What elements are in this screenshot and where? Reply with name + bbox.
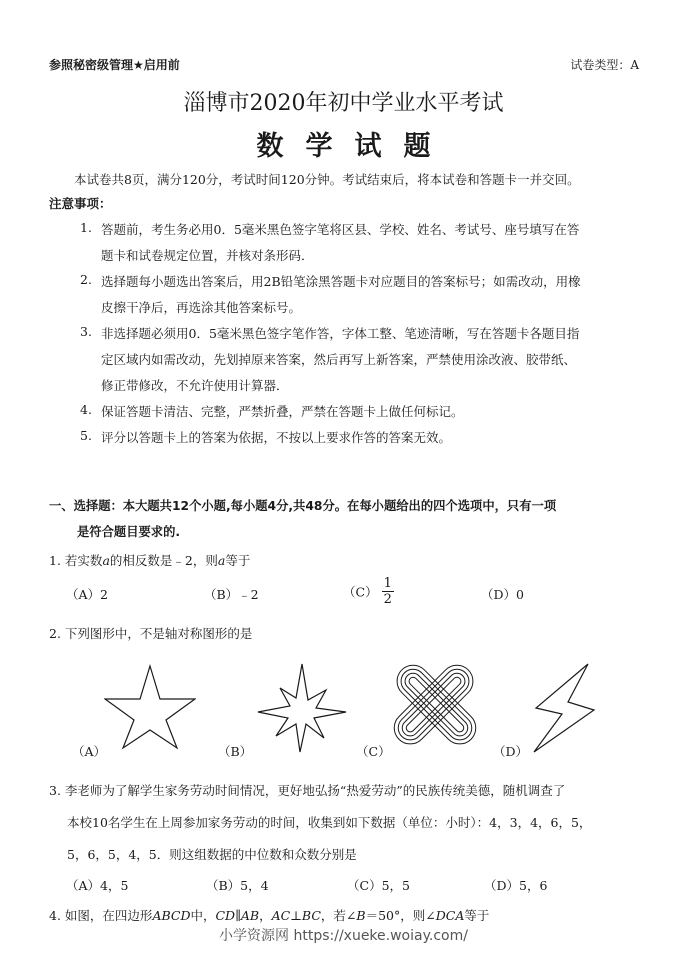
- notice-item-2-line1: 选择题每小题选出答案后，用2B铅笔涂黑答题卡对应题目的答案标号；如需改动，用橡: [101, 274, 581, 289]
- watermark-link[interactable]: 小学资源网 https://xueke.woiay.com/: [219, 928, 468, 944]
- question-1-option-c: （C） $\frac{1}{2}$: [343, 576, 392, 607]
- paper-type-label: 试卷类型：A: [570, 58, 639, 72]
- question-1-stem: 1. 若实数a的相反数是﹣2，则a等于: [49, 553, 251, 568]
- question-2-option-b: （B）: [218, 744, 253, 759]
- question-1-option-b: （B）﹣2: [204, 587, 259, 602]
- notice-item-2-num: 2.: [80, 272, 92, 287]
- notice-item-3-line3: 修正带修改，不允许使用计算器．: [101, 378, 289, 393]
- question-4-stem: 4. 如图，在四边形ABCD中，CD∥AB，AC⊥BC，若∠B＝50°，则∠DCA等于: [49, 908, 490, 923]
- notice-item-1-line2: 题卡和试卷规定位置，并核对条形码．: [101, 248, 314, 263]
- question-3-option-d: （D）5，6: [484, 878, 548, 893]
- notice-item-1-line1: 答题前，考生务必用0．5毫米黑色签字笔将区县、学校、姓名、考试号、座号填写在答: [101, 222, 580, 237]
- question-2-option-c: （C）: [356, 744, 391, 759]
- figure-five-point-star: [104, 664, 196, 750]
- section-heading-line1: 一、选择题：本大题共12个小题,每小题4分,共48分。在每小题给出的四个选项中，只有一项: [49, 499, 557, 513]
- exam-title: 淄博市2020年初中学业水平考试: [183, 91, 504, 116]
- question-3-line1: 3. 李老师为了解学生家务劳动时间情况，更好地弘扬“热爱劳动”的民族传统美德，随机调查了: [49, 783, 566, 798]
- fraction-one-half: $\frac{1}{2}$: [383, 576, 392, 607]
- notice-item-4-line1: 保证答题卡清洁、完整，严禁折叠，严禁在答题卡上做任何标记。: [101, 404, 464, 419]
- question-3-option-c: （C）5，5: [347, 878, 410, 893]
- question-3-line2: 本校10名学生在上周参加家务劳动的时间，收集到如下数据（单位：小时）：4，3，4，6，5，: [67, 815, 592, 830]
- question-2-option-a: （A）: [72, 744, 107, 759]
- figure-lightning-bolt: [532, 662, 596, 754]
- notice-item-5-line1: 评分以答题卡上的答案为依据，不按以上要求作答的答案无效。: [101, 430, 452, 445]
- question-1-option-a: （A）2: [66, 587, 108, 602]
- notice-heading: 注意事项：: [49, 196, 112, 211]
- notice-item-1-num: 1.: [80, 220, 92, 235]
- notice-item-2-line2: 皮擦干净后，再选涂其他答案标号。: [101, 300, 302, 315]
- intro-text: 本试卷共8页，满分120分，考试时间120分钟。考试结束后，将本试卷和答题卡一并交回。: [74, 172, 580, 187]
- notice-item-4-num: 4.: [80, 402, 92, 417]
- question-2-stem: 2. 下列图形中，不是轴对称图形的是: [49, 626, 253, 641]
- figure-eight-point-star: [256, 662, 348, 754]
- notice-item-3-num: 3.: [80, 324, 92, 339]
- question-3-option-b: （B）5，4: [206, 878, 269, 893]
- question-1-number: 1.: [49, 553, 61, 568]
- subject-title: 数学试题: [256, 131, 453, 162]
- question-3-option-a: （A）4，5: [66, 878, 129, 893]
- section-heading-line2: 是符合题目要求的.: [77, 525, 181, 539]
- question-2-option-d: （D）: [493, 744, 529, 759]
- question-3-line3: 5，6，5，4，5．则这组数据的中位数和众数分别是: [67, 847, 357, 862]
- notice-item-5-num: 5.: [80, 428, 92, 443]
- classification-label: 参照秘密级管理★启用前: [49, 58, 180, 72]
- figure-interlaced-loops: [392, 664, 478, 754]
- notice-item-3-line1: 非选择题必须用0．5毫米黑色签字笔作答，字体工整、笔迹清晰，写在答题卡各题目指: [101, 326, 580, 341]
- question-1-option-d: （D）0: [481, 587, 524, 602]
- notice-item-3-line2: 定区域内如需改动，先划掉原来答案，然后再写上新答案，严禁使用涂改液、胶带纸、: [101, 352, 577, 367]
